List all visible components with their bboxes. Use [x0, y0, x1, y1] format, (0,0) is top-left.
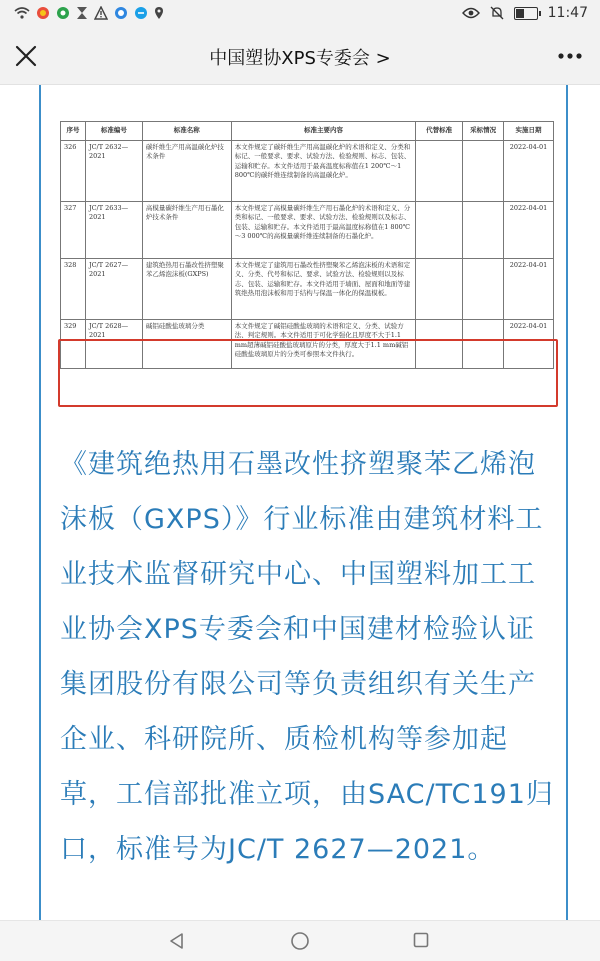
table-row [61, 202, 554, 259]
cell-name: 碱铝硅酸盐玻璃分类 [142, 320, 231, 369]
hourglass-icon [76, 6, 88, 20]
recent-apps-icon [413, 932, 429, 948]
cell-name: 建筑绝热用石墨改性挤塑聚苯乙烯泡沫板(GXPS) [142, 259, 231, 320]
cell-no: 329 [61, 320, 86, 369]
recent-apps-button[interactable] [413, 932, 429, 948]
more-icon [554, 42, 586, 70]
cell-date: 2022-04-01 [504, 259, 554, 320]
home-icon [290, 931, 310, 951]
cell-replace [416, 259, 463, 320]
cell-content: 本文件规定了碳纤维生产用高温碳化炉的术语和定义、分类和标记、一般要求、要求、试验方法、检验规则、标志、包装、运输和贮存。本文件适用于最高温度标称值在1 200℃～1 800℃的碳纤维连续制备的高温碳化炉。 [231, 141, 416, 202]
home-button[interactable] [290, 931, 310, 951]
cell-date: 2022-04-01 [504, 141, 554, 202]
mute-icon [490, 6, 504, 20]
table-row-highlighted [61, 259, 554, 320]
back-button[interactable] [168, 932, 186, 950]
cell-code: JC/T 2633—2021 [85, 202, 142, 259]
cell-code: JC/T 2627—2021 [85, 259, 142, 320]
cell-no: 327 [61, 202, 86, 259]
status-icons-left [14, 6, 164, 20]
cell-replace [416, 320, 463, 369]
page-title[interactable]: 中国塑协XPS专委会 > [209, 48, 391, 69]
table-row [61, 141, 554, 202]
article-content[interactable] [0, 85, 600, 920]
navigation-bar [0, 920, 600, 961]
header-no: 序号 [61, 122, 86, 141]
cell-code: JC/T 2628—2021 [85, 320, 142, 369]
cell-no: 328 [61, 259, 86, 320]
cell-name: 碳纤维生产用高温碳化炉技术条件 [142, 141, 231, 202]
cell-content: 本文件规定了碱铝硅酸盐玻璃的术语和定义、分类、试验方法、判定规则。本文件适用于可化学强化且厚度不大于1.1 mm超薄碱铝硅酸盐玻璃原片的分类，厚度大于1.1 mm碱铝硅酸盐玻璃原片的分类可参照本文件执行。 [231, 320, 416, 369]
cell-adopt [463, 141, 504, 202]
back-icon [168, 932, 186, 950]
location-icon [154, 6, 164, 20]
cell-no: 326 [61, 141, 86, 202]
cell-code: JC/T 2632—2021 [85, 141, 142, 202]
cell-adopt [463, 259, 504, 320]
cell-replace [416, 141, 463, 202]
table-row [61, 320, 554, 369]
accent-line-right [566, 85, 568, 920]
wifi-icon [14, 6, 30, 20]
header-name: 标准名称 [142, 122, 231, 141]
cell-replace [416, 202, 463, 259]
cloud-icon [114, 6, 128, 20]
accent-line-left [39, 85, 41, 920]
warning-icon [94, 6, 108, 20]
app-icon [36, 6, 50, 20]
cell-adopt [463, 202, 504, 259]
standards-table [60, 121, 554, 369]
bean-icon [56, 6, 70, 20]
standards-table-image [60, 121, 554, 417]
header-code: 标准编号 [85, 122, 142, 141]
cell-date: 2022-04-01 [504, 320, 554, 369]
battery-icon [514, 7, 538, 20]
header-adopt: 采标情况 [463, 122, 504, 141]
status-icons-right [462, 5, 588, 21]
cell-content: 本文件规定了高模量碳纤维生产用石墨化炉的术语和定义、分类和标记、一般要求、要求、试验方法、检验规则以及标志、包装、运输和贮存。本文件适用于最高温度标称值在1 800℃～3 000℃的高模量碳纤维连续制备的石墨化炉。 [231, 202, 416, 259]
header-date: 实施日期 [504, 122, 554, 141]
cell-adopt [463, 320, 504, 369]
status-bar [0, 0, 600, 28]
cell-date: 2022-04-01 [504, 202, 554, 259]
header-content: 标准主要内容 [231, 122, 416, 141]
title-bar [0, 28, 600, 85]
browser-icon [134, 6, 148, 20]
more-options-button[interactable] [554, 42, 586, 70]
header-replace: 代替标准 [416, 122, 463, 141]
eye-icon [462, 7, 480, 19]
article-paragraph: 《建筑绝热用石墨改性挤塑聚苯乙烯泡沫板（GXPS）》行业标准由建筑材料工业技术监督研究中心、中国塑料加工工业协会XPS专委会和中国建材检验认证集团股份有限公司等负责组织有关生产企业、科研院所、质检机构等参加起草，工信部批准立项，由SAC/TC191归口，标准号为JC/T 2627—2021。 [60, 449, 554, 865]
table-header-row [61, 122, 554, 141]
cell-content: 本文件规定了建筑用石墨改性挤塑聚苯乙烯泡沫板的术语和定义、分类、代号和标记、要求、试验方法、检验规则以及标志、包装、运输和贮存。本文件适用于墙面、屋面和地面等建筑绝热用泡沫板和用于结构与保温一体化的保温模板。 [231, 259, 416, 320]
cell-name: 高模量碳纤维生产用石墨化炉技术条件 [142, 202, 231, 259]
status-time: 11:47 [547, 5, 588, 21]
